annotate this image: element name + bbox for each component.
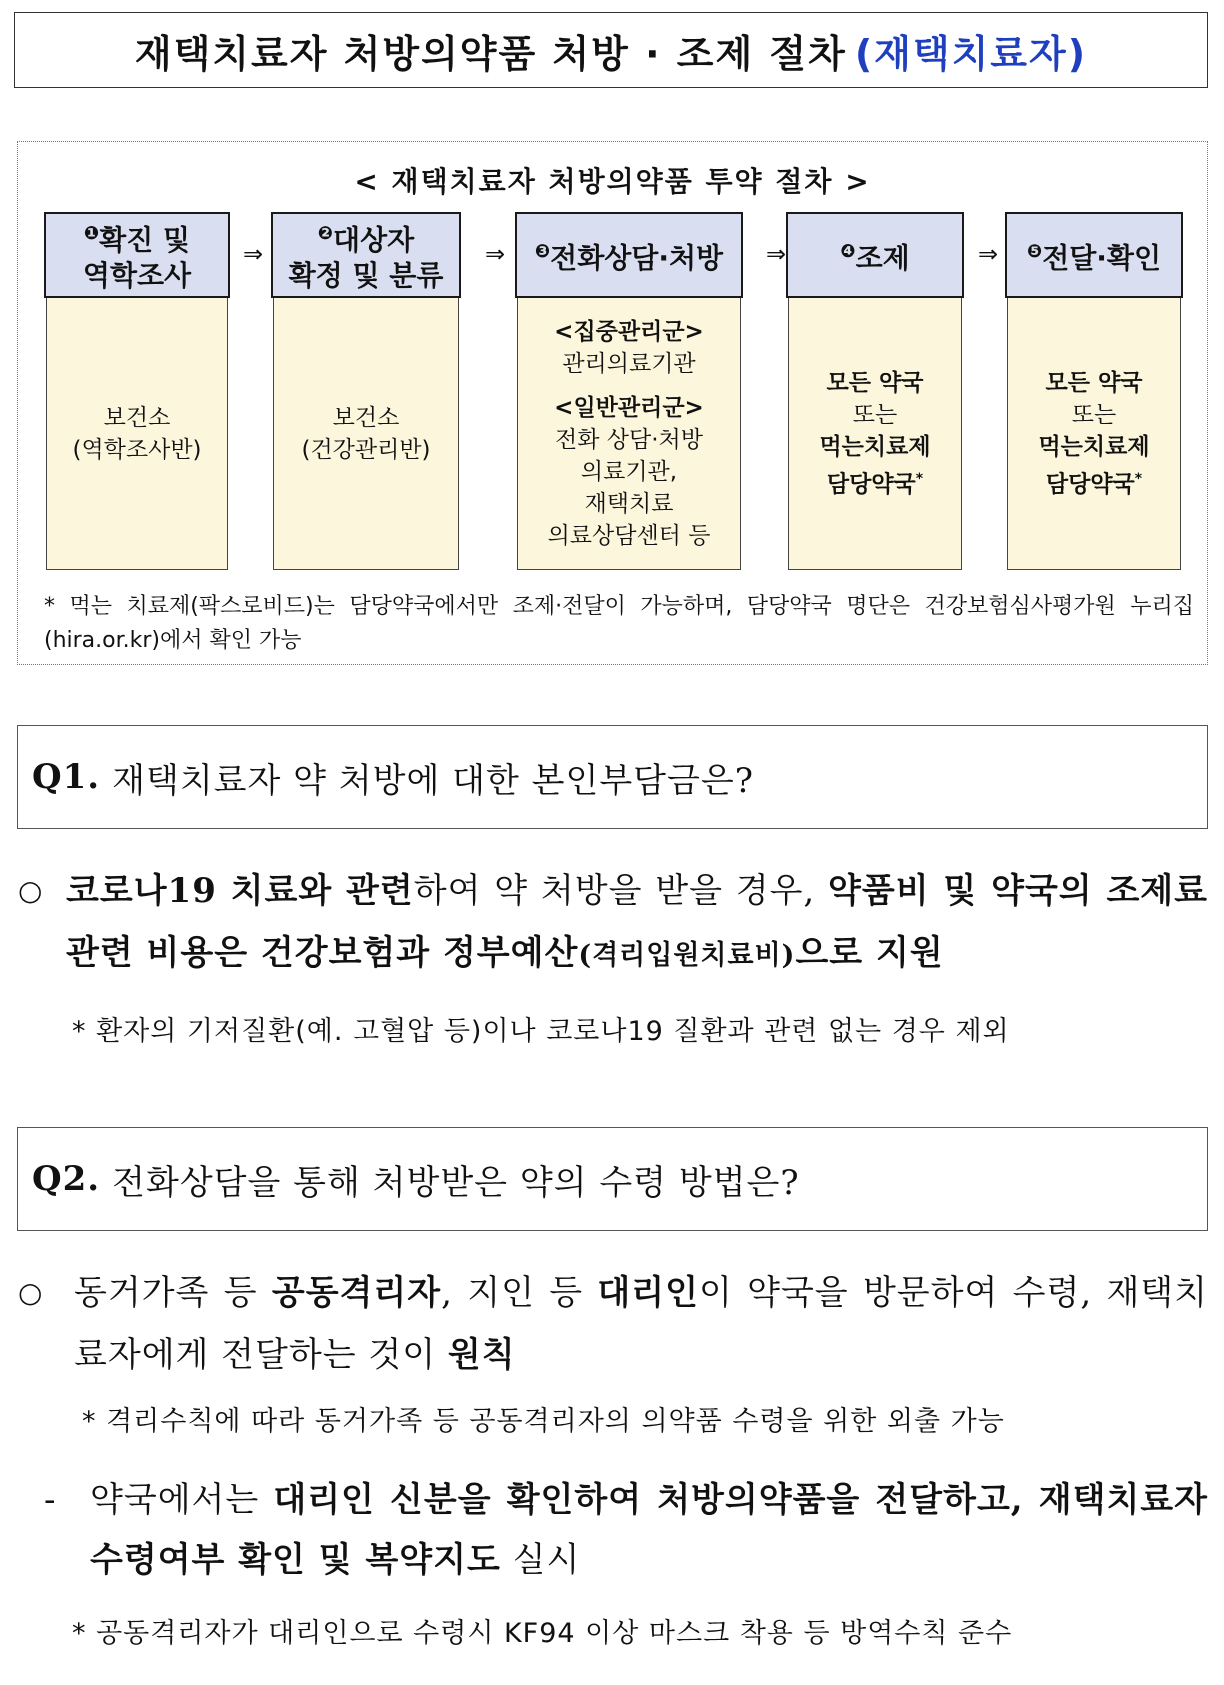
step-5-header	[1005, 212, 1183, 298]
title-main: 재택치료자 처방의약품 처방 · 조제 절차	[134, 31, 847, 76]
step-3-group2-label: <일반관리군>	[554, 394, 704, 421]
q2-number: Q2.	[32, 1159, 101, 1199]
q1-answer-part3: 약품비 및 약국의 조제료 관련 비용은 건강보험과 정부예산	[66, 871, 1208, 973]
q2-answer-part3: , 지인 등	[441, 1273, 598, 1313]
q1-note: * 환자의 기저질환(예. 고혈압 등)이나 코로나19 질환과 관련 없는 경우 제외	[72, 1016, 1010, 1047]
step-1-title-line2: 역학조사	[82, 259, 192, 293]
step-1-number: ❶	[83, 222, 100, 244]
step-4-line1: 모든 약국	[826, 369, 924, 396]
step-3-group2-line4: 의료상담센터 등	[547, 522, 711, 549]
step-4-line2: 또는	[852, 401, 898, 428]
q2-note2: * 공동격리자가 대리인으로 수령시 KF94 이상 마스크 착용 등 방역수칙 준수	[72, 1618, 1013, 1649]
step-1-body-line2: (역학조사반)	[72, 436, 202, 463]
q2-answer-part4: 대리인	[597, 1273, 699, 1313]
step-5-line3: 먹는치료제	[1038, 433, 1150, 460]
step-3-group2-line1: 전화 상담·처방	[555, 426, 703, 453]
step-4-line4	[827, 463, 923, 501]
step-2-body	[273, 298, 459, 570]
step-3-group1-label: <집중관리군>	[554, 318, 704, 345]
step-1-header	[44, 212, 230, 298]
q2-question-box	[17, 1127, 1208, 1231]
step-2-number: ❷	[317, 222, 334, 244]
arrow-2: ⇒	[484, 240, 506, 268]
q2-sub-part1: 약국에서는	[90, 1480, 274, 1520]
step-5-number: ❺	[1026, 240, 1043, 262]
q1-answer-part1: 코로나19 치료와 관련	[66, 871, 414, 911]
step-2-title-line2: 확정 및 분류	[288, 259, 444, 293]
step-5-line4	[1046, 463, 1142, 501]
step-1-body	[46, 298, 228, 570]
step-4-header	[786, 212, 964, 298]
q1-answer-part4: (격리입원치료비)	[578, 940, 796, 971]
step-5-body	[1007, 298, 1181, 570]
q1-number: Q1.	[32, 757, 101, 797]
arrow-4: ⇒	[977, 240, 999, 268]
step-4-line4-text: 담당약국	[826, 471, 916, 498]
q2-answer-text	[74, 1262, 1208, 1386]
q2-dash-icon: -	[44, 1480, 57, 1520]
step-3-header	[515, 212, 743, 298]
step-4-footnote-mark: *	[915, 470, 924, 487]
q1-bullet-icon: ○	[18, 874, 43, 907]
q2-question: 전화상담을 통해 처방받은 약의 수령 방법은?	[112, 1162, 800, 1203]
process-footnote: * 먹는 치료제(팍스로비드)는 담당약국에서만 조제·전달이 가능하며, 담당약국 명단은 건강보험심사평가원 누리집(hira.or.kr)에서 확인 가능	[44, 594, 1194, 653]
step-2-title-line1: 대상자	[333, 223, 415, 257]
step-4-line3: 먹는치료제	[819, 433, 931, 460]
q2-sub-point	[44, 1470, 1208, 1590]
step-3-title: 전화상담·처방	[550, 241, 724, 275]
step-5-line1: 모든 약국	[1045, 369, 1143, 396]
arrow-3: ⇒	[765, 240, 787, 268]
step-5-title: 전달·확인	[1042, 241, 1162, 275]
q2-answer-part5: 이 약국을 방문하여 수령, 재택치료자에게 전달하는 것이	[74, 1273, 1208, 1375]
step-2-header	[271, 212, 461, 298]
q2-answer-part1: 동거가족 등	[74, 1273, 272, 1313]
q2-answer	[18, 1262, 1208, 1386]
process-diagram	[17, 141, 1208, 665]
q1-answer-part5: 으로 지원	[795, 933, 944, 973]
q2-sub-part2: 대리인 신분을 확인하여 처방의약품을 전달하고, 재택치료자 수령여부 확인 및 복약지도	[90, 1480, 1208, 1580]
q2-bullet-icon: ○	[18, 1276, 43, 1309]
step-4-title: 조제	[855, 241, 910, 275]
q1-question-box	[17, 725, 1208, 829]
step-5-footnote-mark: *	[1134, 470, 1143, 487]
q1-answer-text	[66, 860, 1208, 987]
q1-question: 재택치료자 약 처방에 대한 본인부담금은?	[112, 760, 754, 801]
step-3-group2-line2: 의료기관,	[580, 458, 678, 485]
title-accent: (재택치료자)	[854, 31, 1088, 76]
q2-answer-part2: 공동격리자	[271, 1273, 442, 1313]
q1-answer-part2: 하여 약 처방을 받을 경우,	[413, 871, 829, 911]
page-title	[14, 12, 1208, 88]
step-2-body-line1: 보건소	[332, 404, 400, 431]
step-1-title-line1: 확진 및	[99, 223, 191, 257]
q2-sub-text	[90, 1470, 1208, 1590]
step-3-group2-line3: 재택치료	[584, 490, 674, 517]
arrow-1: ⇒	[242, 240, 264, 268]
step-5-line2: 또는	[1071, 401, 1117, 428]
step-2-body-line2: (건강관리반)	[301, 436, 431, 463]
step-1-body-line1: 보건소	[103, 404, 171, 431]
q2-answer-part6: 원칙	[447, 1335, 516, 1375]
step-4-number: ❹	[840, 240, 856, 262]
step-4-body	[788, 298, 962, 570]
step-5-line4-text: 담당약국	[1045, 471, 1135, 498]
step-3-body	[517, 298, 741, 570]
step-3-group1-text: 관리의료기관	[562, 350, 696, 377]
q1-answer	[18, 860, 1208, 987]
q2-sub-part3: 실시	[500, 1540, 581, 1580]
q2-note1: * 격리수칙에 따라 동거가족 등 공동격리자의 의약품 수령을 위한 외출 가능	[82, 1406, 1005, 1437]
process-heading: < 재택치료자 처방의약품 투약 절차 >	[354, 165, 871, 198]
step-3-number: ❸	[534, 240, 551, 262]
